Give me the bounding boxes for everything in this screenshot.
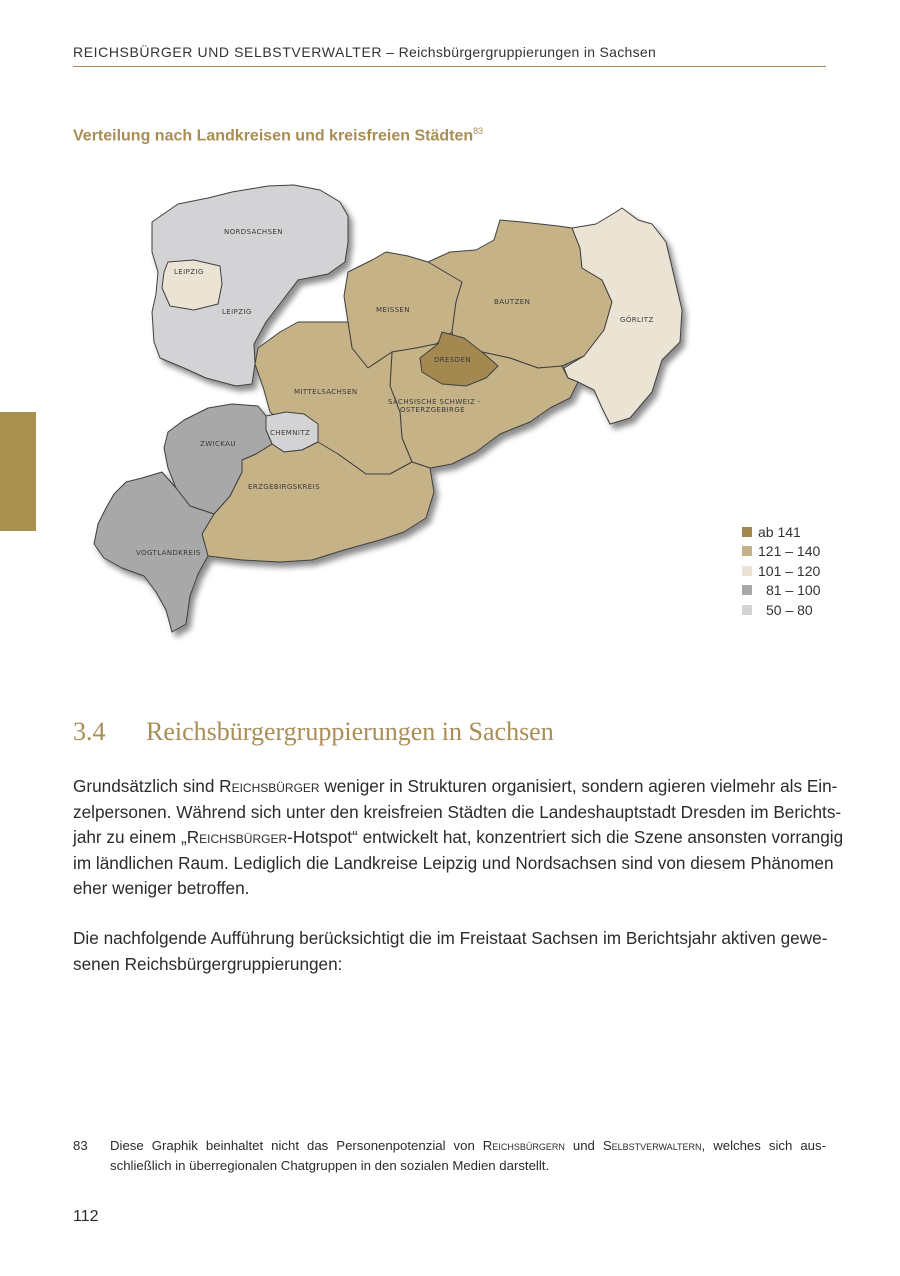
running-header xyxy=(73,44,826,67)
small-caps-term: Reichsbürger xyxy=(219,776,320,796)
paragraph-line: eher weniger betroffen. xyxy=(73,878,250,898)
paragraph-line: senen Reichsbürgergruppierungen: xyxy=(73,953,343,974)
small-caps-term: Reichsbürger xyxy=(186,827,288,847)
small-caps-term: Selbstverwaltern xyxy=(602,1138,702,1153)
label-vogtlandkreis: VOGTLANDKREIS xyxy=(136,549,201,557)
figure-footnote-ref: 83 xyxy=(473,126,484,136)
legend-item xyxy=(742,600,821,620)
legend-label: 121 – 140 xyxy=(758,543,821,560)
label-nordsachsen: NORDSACHSEN xyxy=(224,228,283,236)
section-title: Reichsbürgergruppierungen in Sachsen xyxy=(146,717,554,746)
paragraph-2 xyxy=(73,926,826,977)
label-saechsische-schweiz-1: SÄCHSISCHE SCHWEIZ - xyxy=(388,398,481,406)
footnote-line: schließlich in überregionalen Chatgruppen in den sozialen Medien darstellt. xyxy=(110,1158,550,1173)
figure-title-text: Verteilung nach Landkreisen und kreisfreien Städten xyxy=(73,127,474,145)
saxony-district-map xyxy=(90,172,700,642)
text-run: Diese Graphik beinhaltet nicht das Personenpotenzial von xyxy=(110,1138,483,1153)
label-leipzig-district: LEIPZIG xyxy=(222,308,252,316)
legend-swatch xyxy=(742,605,752,615)
paragraph-line xyxy=(73,825,844,851)
text-run: jahr zu einem „ xyxy=(73,827,187,847)
label-zwickau: ZWICKAU xyxy=(200,440,236,448)
paragraph-line xyxy=(73,774,838,800)
label-meissen: MEISSEN xyxy=(376,306,410,314)
page-number: 112 xyxy=(73,1208,99,1225)
text-run: -Hotspot“ entwickelt hat, konzentriert sich die Szene ansonsten vorrangig xyxy=(287,827,844,847)
legend-label: ab 141 xyxy=(758,523,801,540)
paragraph-line: Die nachfolgende Aufführung berücksichtigt die im Freistaat Sachsen im Berichtsjahr aktiven gewe- xyxy=(73,928,828,948)
figure-title xyxy=(73,126,483,145)
legend-swatch xyxy=(742,585,752,595)
label-dresden: DRESDEN xyxy=(434,356,471,364)
legend-item xyxy=(742,581,821,601)
paragraph-line: im ländlichen Raum. Lediglich die Landkreise Leipzig und Nordsachsen sind von diesem Phänomen xyxy=(73,852,834,873)
label-mittelsachsen: MITTELSACHSEN xyxy=(294,388,358,396)
label-erzgebirgskreis: ERZGEBIRGSKREIS xyxy=(248,483,320,491)
section-number: 3.4 xyxy=(73,717,106,746)
legend-item xyxy=(742,522,821,542)
label-goerlitz: GÖRLITZ xyxy=(620,316,654,324)
paragraph-1 xyxy=(73,774,844,902)
small-caps-term: Reichsbürgern xyxy=(482,1138,565,1153)
footnote xyxy=(73,1136,826,1176)
footnote-body xyxy=(110,1136,826,1176)
text-run: Grundsätzlich sind xyxy=(73,776,220,796)
label-saechsische-schweiz-2: OSTERZGEBIRGE xyxy=(400,406,465,414)
text-run: und xyxy=(564,1138,603,1153)
section-heading xyxy=(73,717,554,747)
legend-swatch xyxy=(742,566,752,576)
header-title-main: REICHSBÜRGER UND SELBSTVERWALTER xyxy=(73,44,383,60)
legend-label: 101 – 120 xyxy=(758,562,821,579)
legend-label: 50 – 80 xyxy=(766,601,813,618)
legend-swatch xyxy=(742,546,752,556)
legend-swatch xyxy=(742,527,752,537)
paragraph-line: zelpersonen. Während sich unter den kreisfreien Städten die Landeshauptstadt Dresden im Berichts- xyxy=(73,801,842,822)
footnote-number: 83 xyxy=(73,1138,88,1153)
label-leipzig-city: LEIPZIG xyxy=(174,268,204,276)
label-bautzen: BAUTZEN xyxy=(494,298,531,306)
chapter-side-tab xyxy=(0,412,36,531)
header-title-sub: Reichsbürgergruppierungen in Sachsen xyxy=(398,44,657,60)
legend-item xyxy=(742,561,821,581)
text-run: weniger in Strukturen organisiert, sondern agieren vielmehr als Ein- xyxy=(319,776,838,796)
label-chemnitz: CHEMNITZ xyxy=(270,429,311,437)
header-separator: – xyxy=(382,44,399,60)
footnote-line xyxy=(110,1136,826,1156)
legend-item xyxy=(742,542,821,562)
legend-label: 81 – 100 xyxy=(766,582,821,599)
text-run: , welches sich aus- xyxy=(701,1138,826,1153)
map-legend xyxy=(742,522,821,620)
